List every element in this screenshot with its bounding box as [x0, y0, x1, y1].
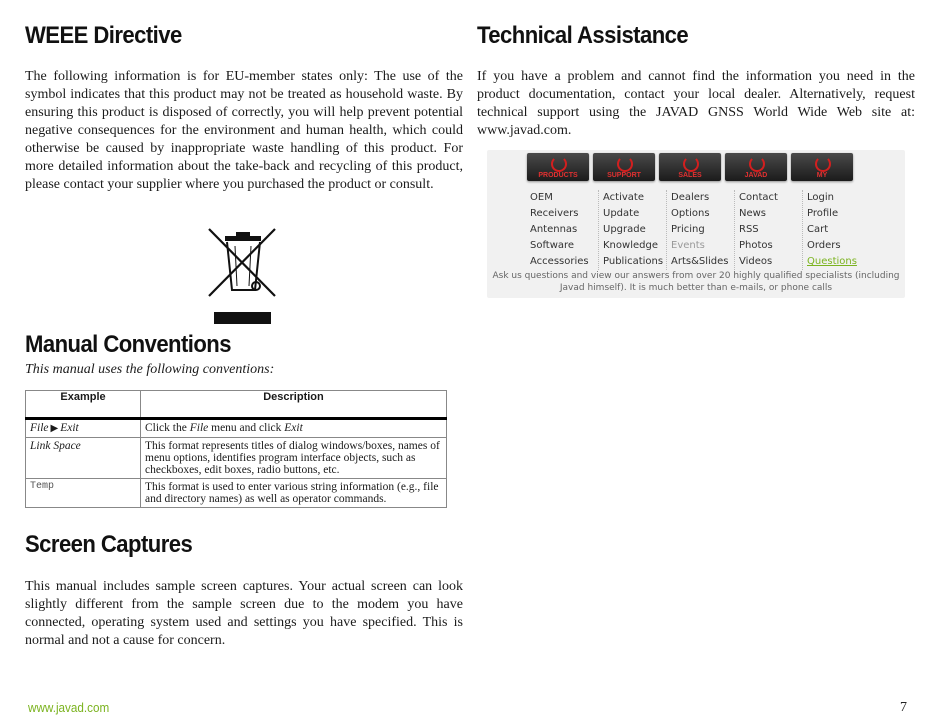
description-cell: This format represents titles of dialog windows/boxes, names of menu options, identifies program interface objects, such as checkboxes, edit boxes, radio buttons, etc. — [141, 438, 447, 479]
screen-captures-title: Screen Captures — [25, 531, 193, 558]
menu-item[interactable]: Orders — [807, 240, 841, 251]
description-cell — [141, 419, 447, 438]
menu-column-products — [530, 190, 598, 270]
tab-label: PRODUCTS — [538, 172, 578, 179]
menu-item[interactable]: Videos — [739, 256, 773, 267]
header-description: Description — [141, 391, 447, 419]
menu-item[interactable]: Receivers — [530, 208, 579, 219]
table-header-row — [26, 391, 447, 419]
menu-item[interactable]: Knowledge — [603, 240, 658, 251]
example-cell: Link Space — [26, 438, 141, 479]
menu-item[interactable]: Options — [671, 208, 710, 219]
example-cell — [26, 419, 141, 438]
menu-item[interactable]: Arts&Slides — [671, 256, 729, 267]
menu-item[interactable]: Publications — [603, 256, 664, 267]
table-row — [26, 419, 447, 438]
menu-item[interactable]: Dealers — [671, 192, 710, 203]
desc-exit: Exit — [284, 422, 303, 434]
javad-logo-icon — [749, 156, 765, 172]
page-number: 7 — [900, 700, 907, 715]
menu-item[interactable]: Software — [530, 240, 575, 251]
menu-column-sales — [666, 190, 734, 270]
tab-label: SALES — [678, 172, 702, 179]
menu-item[interactable]: Photos — [739, 240, 773, 251]
menu-item[interactable]: RSS — [739, 224, 759, 235]
menu-item-questions[interactable]: Questions — [807, 256, 857, 267]
technical-assistance-title: Technical Assistance — [477, 22, 689, 49]
triangle-right-icon: ▶ — [50, 423, 59, 434]
tab-label: JAVAD — [744, 172, 768, 179]
menu-item[interactable]: Login — [807, 192, 834, 203]
menu-item[interactable]: Cart — [807, 224, 829, 235]
javad-logo-icon — [815, 156, 831, 172]
tab-javad[interactable] — [725, 153, 787, 181]
weee-title: WEEE Directive — [25, 22, 182, 49]
menu-item[interactable]: Activate — [603, 192, 644, 203]
tab-sales[interactable] — [659, 153, 721, 181]
manual-conventions-title: Manual Conventions — [25, 331, 231, 358]
conventions-table — [25, 390, 447, 508]
menu-column-javad — [734, 190, 802, 270]
menu-item[interactable]: Accessories — [530, 256, 589, 267]
menu-caption: Ask us questions and view our answers from over 20 highly qualified specialists (including Javad himself). It is much better than e-mails, or phone calls — [492, 271, 900, 293]
technical-assistance-body: If you have a problem and cannot find the information you need in the product documentation, contact your local dealer. Alternatively, request technical support using the JAVAD GNSS World Wide Web site at: www.javad.com. — [477, 69, 915, 138]
screen-captures-body: This manual includes sample screen captures. Your actual screen can look slightly different from the sample screen due to the modem you have connected, operating system used and settings you have specified. This is normal and not a cause for concern. — [25, 579, 463, 648]
menu-item[interactable]: News — [739, 208, 767, 219]
manual-conventions-intro: This manual uses the following conventions: — [25, 362, 275, 377]
menu-column-support — [598, 190, 666, 270]
example-cell: Temp — [26, 479, 141, 508]
tab-products[interactable] — [527, 153, 589, 181]
menu-item[interactable]: Profile — [807, 208, 839, 219]
javad-logo-icon — [683, 156, 699, 172]
description-cell: This format is used to enter various string information (e.g., file and directory names) as well as operator commands. — [141, 479, 447, 508]
tab-my[interactable] — [791, 153, 853, 181]
weee-body: The following information is for EU-member states only: The use of the symbol indicates that this product may not be treated as household waste. By ensuring this product is disposed of correctly, you will help prevent potential negative consequences for the environment and human health, which could otherwise be caused by inappropriate waste handling of this product. For more detailed information about the take-back and recycling of this product, please contact your supplier where you purchased the product or consult. — [25, 69, 463, 192]
menu-item[interactable]: Antennas — [530, 224, 578, 235]
javad-logo-icon — [617, 156, 633, 172]
tab-label: SUPPORT — [607, 172, 641, 179]
menu-item[interactable]: Events — [671, 240, 705, 251]
menu-columns — [530, 190, 870, 270]
menu-item[interactable]: Upgrade — [603, 224, 646, 235]
javad-web-menu-screenshot — [487, 150, 905, 298]
example-file: File — [30, 422, 49, 434]
tab-support[interactable] — [593, 153, 655, 181]
desc-text: Click the — [145, 422, 190, 434]
desc-file: File — [189, 422, 209, 434]
table-row — [26, 479, 447, 508]
tab-label: MY — [816, 172, 828, 179]
menu-item[interactable]: Contact — [739, 192, 778, 203]
menu-item[interactable]: OEM — [530, 192, 553, 203]
example-exit: Exit — [60, 422, 79, 434]
table-row — [26, 438, 447, 479]
menu-item[interactable]: Pricing — [671, 224, 705, 235]
weee-bin-icon — [205, 226, 281, 326]
menu-item[interactable]: Update — [603, 208, 640, 219]
javad-logo-icon — [551, 156, 567, 172]
footer-website-link[interactable]: www.javad.com — [28, 700, 110, 715]
header-example: Example — [26, 391, 141, 419]
menu-column-my — [802, 190, 870, 270]
menu-tabs — [527, 153, 853, 181]
desc-text: menu and click — [208, 422, 285, 434]
